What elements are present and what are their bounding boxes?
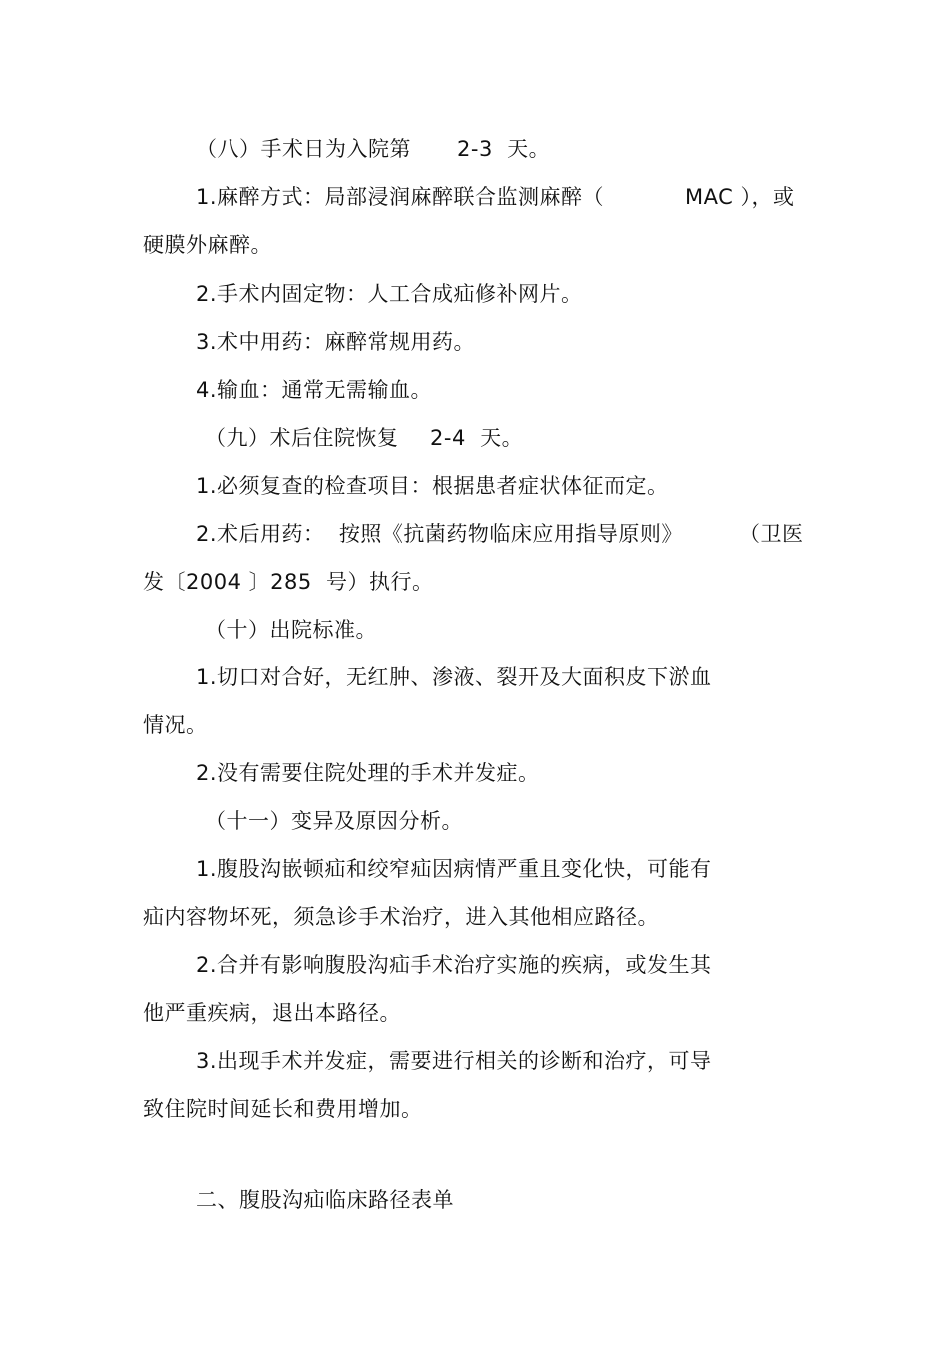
- transfusion-item: 4.输血：通常无需输血。: [196, 378, 433, 402]
- anesthesia-item: 1.麻醉方式：局部浸润麻醉联合监测麻醉（: [196, 185, 605, 209]
- variation-item-1: 1.腹股沟嵌顿疝和绞窄疝因病情严重且变化快，可能有: [196, 857, 712, 881]
- intraop-drug-item: 3.术中用药：麻醉常规用药。: [196, 330, 476, 354]
- variation-item-2-cont: 他严重疾病，退出本路径。: [143, 1001, 401, 1025]
- section-9-heading: （九）术后住院恢复: [205, 426, 399, 450]
- section-9-days: 2-4 天。: [430, 426, 524, 450]
- variation-item-3-cont: 致住院时间延长和费用增加。: [143, 1097, 423, 1121]
- implant-item: 2.手术内固定物：人工合成疝修补网片。: [196, 282, 583, 306]
- discharge-item-1: 1.切口对合好，无红肿、渗液、裂开及大面积皮下淤血: [196, 665, 712, 689]
- anesthesia-item-mac: MAC ），或: [685, 185, 795, 209]
- section-10-heading: （十）出院标准。: [205, 618, 377, 642]
- variation-item-1-cont: 疝内容物坏死，须急诊手术治疗，进入其他相应路径。: [143, 905, 659, 929]
- anesthesia-item-cont: 硬膜外麻醉。: [143, 233, 272, 257]
- postop-drug-item-cont: 发〔2004 〕285 号）执行。: [143, 570, 434, 594]
- recheck-item: 1.必须复查的检查项目：根据患者症状体征而定。: [196, 474, 669, 498]
- discharge-item-2: 2.没有需要住院处理的手术并发症。: [196, 761, 540, 785]
- section-8-heading: （八）手术日为入院第: [196, 137, 411, 161]
- postop-drug-item-ref: （卫医: [739, 522, 804, 546]
- variation-item-2: 2.合并有影响腹股沟疝手术治疗实施的疾病，或发生其: [196, 953, 712, 977]
- postop-drug-item: 2.术后用药： 按照《抗菌药物临床应用指导原则》: [196, 522, 683, 546]
- discharge-item-1-cont: 情况。: [143, 713, 208, 737]
- section-8-days: 2-3 天。: [457, 137, 551, 161]
- section-11-heading: （十一）变异及原因分析。: [205, 809, 463, 833]
- variation-item-3: 3.出现手术并发症，需要进行相关的诊断和治疗，可导: [196, 1049, 712, 1073]
- section-2-title: 二、腹股沟疝临床路径表单: [196, 1188, 454, 1212]
